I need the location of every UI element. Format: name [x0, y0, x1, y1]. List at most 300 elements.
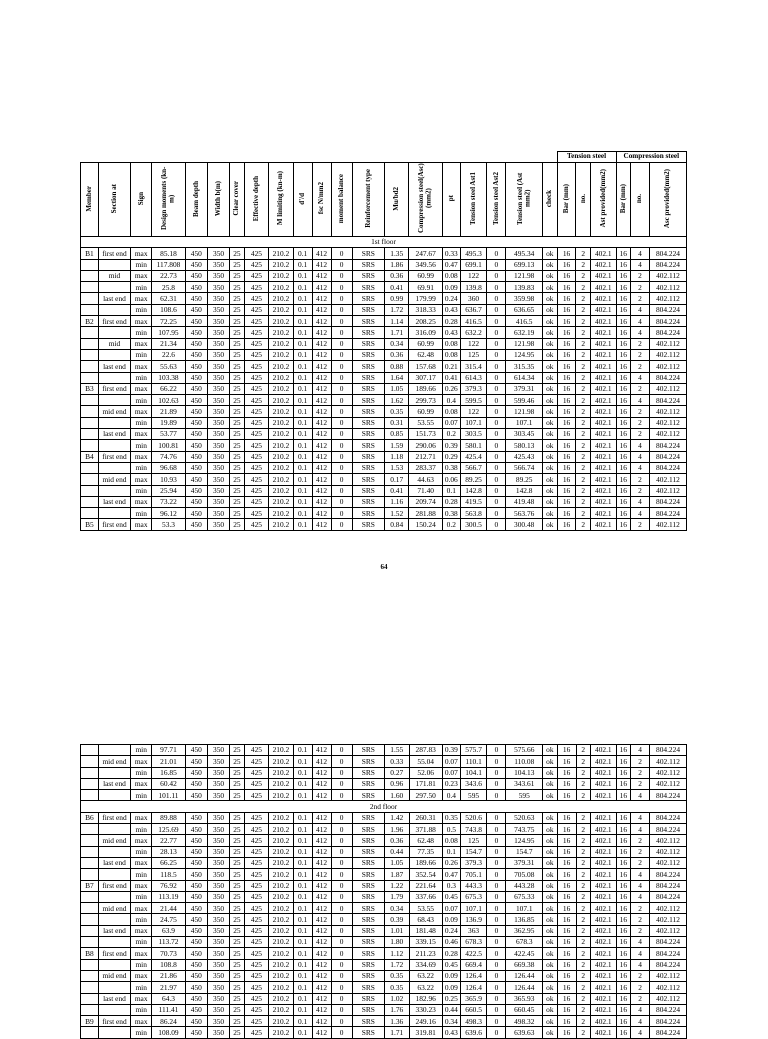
table-cell: [81, 327, 99, 338]
table-cell: 121.98: [506, 270, 543, 281]
table-cell: 402.1: [590, 248, 616, 259]
table-cell: 402.112: [650, 835, 687, 846]
table-cell: SRS: [352, 474, 384, 485]
table-cell: 210.2: [269, 880, 294, 891]
table-cell: 1.18: [384, 451, 409, 462]
table-cell: 125: [460, 835, 487, 846]
table-cell: 0.1: [293, 451, 312, 462]
table-row: [81, 993, 687, 1004]
table-cell: 2: [576, 316, 590, 327]
table-cell: 425: [244, 835, 269, 846]
group-header-spacer: [81, 152, 558, 163]
table-cell: 0.1: [293, 857, 312, 868]
table-cell: 412: [312, 282, 331, 293]
table-cell: 0.1: [293, 937, 312, 948]
table-cell: [81, 270, 99, 281]
table-cell: 412: [312, 429, 331, 440]
table-cell: 0: [487, 429, 506, 440]
table-cell: 804.224: [649, 304, 686, 315]
table-cell: 210.2: [269, 959, 294, 970]
table-cell: 0.45: [442, 891, 460, 902]
table-cell: max: [131, 970, 152, 981]
table-cell: [81, 835, 99, 846]
table-cell: 350: [207, 282, 229, 293]
table-cell: 0: [487, 474, 506, 485]
table-cell: 210.2: [269, 756, 294, 767]
table-cell: max: [131, 903, 152, 914]
table-cell: 2: [576, 508, 590, 519]
table-cell: 210.2: [269, 835, 294, 846]
table-cell: 0: [331, 406, 352, 417]
table-cell: 182.96: [409, 993, 442, 1004]
table-row: [81, 914, 687, 925]
table-cell: 402.112: [650, 970, 687, 981]
table-cell: 0: [331, 259, 352, 270]
table-cell: ok: [543, 270, 557, 281]
table-cell: min: [131, 846, 152, 857]
table-cell: mid end: [98, 970, 130, 981]
table-cell: 0.39: [385, 914, 410, 925]
table-cell: 669.38: [506, 959, 543, 970]
table-cell: 412: [312, 451, 331, 462]
table-cell: 210.2: [269, 474, 294, 485]
table-cell: 580.1: [460, 440, 487, 451]
table-cell: 16: [616, 338, 630, 349]
column-header: [98, 163, 130, 237]
table-cell: first end: [98, 316, 130, 327]
table-cell: ok: [543, 835, 557, 846]
table-cell: 157.68: [409, 361, 442, 372]
table-cell: 337.66: [409, 891, 442, 902]
table-cell: ok: [543, 327, 557, 338]
table-cell: 412: [312, 869, 331, 880]
table-cell: [98, 304, 130, 315]
table-cell: 2: [631, 361, 650, 372]
table-cell: 2: [576, 937, 590, 948]
table-cell: 1.62: [384, 395, 409, 406]
table-cell: [98, 349, 130, 360]
table-cell: 25: [230, 406, 244, 417]
table-cell: 210.2: [269, 429, 294, 440]
table-cell: 210.2: [269, 417, 294, 428]
table-cell: 0: [331, 451, 352, 462]
table-cell: 614.3: [460, 372, 487, 383]
table-cell: [81, 1004, 99, 1015]
table-cell: 402.1: [590, 270, 616, 281]
table-cell: 25: [230, 970, 244, 981]
table-cell: [81, 778, 99, 789]
table-cell: [98, 282, 130, 293]
table-cell: 402.1: [590, 429, 616, 440]
table-cell: B3: [81, 383, 99, 394]
table-cell: 154.7: [460, 846, 487, 857]
table-cell: 450: [185, 1004, 207, 1015]
table-cell: 0.1: [293, 270, 312, 281]
table-cell: 0.1: [293, 316, 312, 327]
table-cell: 425: [244, 474, 269, 485]
table-cell: 2: [576, 372, 590, 383]
table-cell: 425: [244, 756, 269, 767]
table-cell: 350: [207, 270, 229, 281]
table-cell: SRS: [352, 248, 384, 259]
table-cell: 402.112: [649, 270, 686, 281]
table-cell: 96.68: [152, 462, 185, 473]
table-cell: 412: [312, 259, 331, 270]
table-cell: SRS: [352, 925, 384, 936]
table-cell: 0.27: [385, 767, 410, 778]
table-cell: 350: [207, 304, 229, 315]
table-cell: 402.1: [591, 835, 617, 846]
table-cell: 0: [487, 451, 506, 462]
table-cell: 402.1: [591, 914, 617, 925]
table-cell: [81, 869, 99, 880]
table-cell: 319.81: [409, 1027, 442, 1038]
table-cell: 350: [207, 937, 229, 948]
table-cell: SRS: [352, 406, 384, 417]
table-cell: 154.7: [506, 846, 543, 857]
table-cell: 450: [185, 767, 207, 778]
table-cell: 2: [631, 485, 650, 496]
table-row: [81, 474, 687, 485]
table-cell: 122: [460, 338, 487, 349]
table-cell: 450: [185, 812, 207, 823]
table-cell: 107.1: [460, 417, 487, 428]
table-row: [81, 1004, 687, 1015]
table-cell: min: [131, 914, 152, 925]
table-cell: 563.8: [460, 508, 487, 519]
table-cell: 0: [487, 440, 506, 451]
table-cell: 450: [185, 993, 207, 1004]
table-cell: SRS: [352, 959, 384, 970]
table-cell: 412: [312, 406, 331, 417]
table-cell: 402.112: [649, 429, 686, 440]
table-cell: 450: [185, 891, 207, 902]
table-cell: 281.88: [409, 508, 442, 519]
table-cell: 16: [616, 993, 630, 1004]
table-cell: [81, 970, 99, 981]
table-cell: 16: [557, 496, 576, 507]
table-cell: 804.224: [650, 1004, 687, 1015]
table-cell: [81, 925, 99, 936]
table-cell: 0.26: [442, 857, 460, 868]
table-cell: 402.1: [591, 880, 617, 891]
table-cell: 450: [185, 903, 207, 914]
table-cell: 359.98: [506, 293, 543, 304]
table-cell: 402.1: [590, 349, 616, 360]
table-cell: 260.31: [409, 812, 442, 823]
table-cell: 1.01: [385, 925, 410, 936]
table-cell: [98, 327, 130, 338]
table-cell: 4: [631, 948, 650, 959]
table-cell: max: [131, 293, 152, 304]
column-header: [230, 163, 244, 237]
table-cell: 16: [616, 440, 630, 451]
table-cell: 0: [487, 846, 506, 857]
table-cell: 350: [207, 496, 229, 507]
table-cell: 0: [331, 293, 352, 304]
table-cell: ok: [543, 383, 557, 394]
table-cell: 210.2: [269, 440, 294, 451]
table-cell: 21.34: [152, 338, 185, 349]
table-cell: 402.1: [590, 282, 616, 293]
table-cell: 210.2: [269, 993, 294, 1004]
table-cell: 495.3: [460, 248, 487, 259]
table-cell: 425: [244, 824, 269, 835]
table-cell: 412: [312, 925, 331, 936]
table-cell: 425: [244, 349, 269, 360]
table-row: [81, 959, 687, 970]
table-cell: 25: [230, 429, 244, 440]
table-cell: 412: [312, 519, 331, 530]
table-cell: 16: [557, 857, 576, 868]
column-header: [506, 163, 543, 237]
table-cell: 2: [631, 417, 650, 428]
table-cell: min: [131, 259, 152, 270]
table-row: [81, 857, 687, 868]
table-cell: B2: [81, 316, 99, 327]
table-cell: 210.2: [269, 349, 294, 360]
table-cell: ok: [543, 338, 557, 349]
table-row: [81, 812, 687, 823]
table-cell: 675.33: [506, 891, 543, 902]
table-cell: 412: [312, 270, 331, 281]
table-cell: 1.80: [385, 937, 410, 948]
table-cell: 4: [631, 891, 650, 902]
table-cell: SRS: [352, 451, 384, 462]
table-cell: 0: [487, 812, 506, 823]
table-cell: 379.31: [506, 383, 543, 394]
table-cell: 16: [616, 451, 630, 462]
table-cell: 450: [185, 835, 207, 846]
table-cell: 2: [576, 327, 590, 338]
table-cell: SRS: [352, 361, 384, 372]
table-cell: 0.1: [293, 790, 312, 801]
table-cell: 412: [312, 496, 331, 507]
table-cell: 412: [312, 982, 331, 993]
table-cell: 402.112: [650, 846, 687, 857]
column-header: [590, 163, 616, 237]
table-cell: first end: [98, 812, 130, 823]
table-cell: 21.89: [152, 406, 185, 417]
table-cell: 425: [244, 767, 269, 778]
table-cell: 210.2: [269, 1004, 294, 1015]
table-cell: 142.8: [460, 485, 487, 496]
table-cell: 0.07: [442, 767, 460, 778]
table-cell: ok: [543, 846, 557, 857]
table-cell: 402.1: [590, 304, 616, 315]
table-cell: 425: [244, 880, 269, 891]
table-cell: 315.35: [506, 361, 543, 372]
table-cell: 0.24: [442, 293, 460, 304]
table-cell: 660.45: [506, 1004, 543, 1015]
table-cell: 16: [616, 304, 630, 315]
table-cell: 0.1: [293, 903, 312, 914]
table-cell: ok: [543, 778, 557, 789]
table-cell: 2: [576, 824, 590, 835]
table-cell: SRS: [352, 835, 384, 846]
table-cell: 4: [631, 316, 650, 327]
table-cell: ok: [543, 880, 557, 891]
table-cell: 2: [576, 248, 590, 259]
table-cell: 0: [331, 1016, 352, 1027]
table-cell: 22.6: [152, 349, 185, 360]
table-cell: [81, 1027, 99, 1038]
table-cell: 0.44: [385, 846, 410, 857]
table-cell: min: [131, 462, 152, 473]
table-cell: 0.5: [442, 824, 460, 835]
table-cell: 22.73: [152, 270, 185, 281]
table-cell: 122: [460, 270, 487, 281]
table-cell: 16: [557, 361, 576, 372]
table-cell: 2: [576, 496, 590, 507]
table-cell: 300.48: [506, 519, 543, 530]
table-cell: 450: [185, 824, 207, 835]
table-cell: 85.18: [152, 248, 185, 259]
table-cell: 402.1: [590, 451, 616, 462]
table-cell: [98, 417, 130, 428]
table-cell: 412: [312, 903, 331, 914]
table-cell: 4: [631, 937, 650, 948]
table-cell: 0: [487, 824, 506, 835]
table-cell: 110.1: [460, 756, 487, 767]
table-cell: 25: [230, 372, 244, 383]
table-cell: 16: [616, 327, 630, 338]
table-cell: 450: [185, 519, 207, 530]
table-cell: 16: [616, 1027, 630, 1038]
table-cell: 350: [207, 914, 229, 925]
table-row: [81, 835, 687, 846]
table-cell: 595: [460, 790, 487, 801]
table-cell: last end: [98, 993, 130, 1004]
table-cell: 16: [616, 778, 630, 789]
table-cell: 16: [557, 903, 576, 914]
table-cell: ok: [543, 1027, 557, 1038]
table-cell: 575.7: [460, 745, 487, 756]
table-cell: [98, 824, 130, 835]
table-cell: 425: [244, 925, 269, 936]
table-cell: 0.2: [442, 519, 460, 530]
table-cell: 25: [230, 474, 244, 485]
table-cell: 0.09: [442, 970, 460, 981]
table-cell: 0.1: [442, 846, 460, 857]
table-cell: 25: [230, 756, 244, 767]
table-cell: 25: [230, 293, 244, 304]
table-cell: 16: [557, 451, 576, 462]
table-cell: 425: [244, 869, 269, 880]
table-cell: 0.28: [442, 948, 460, 959]
table-cell: 24.75: [152, 914, 185, 925]
table-cell: 1.86: [384, 259, 409, 270]
table-cell: 2: [576, 812, 590, 823]
table-cell: 0.34: [384, 338, 409, 349]
table-cell: 25: [230, 925, 244, 936]
table-cell: 0: [487, 406, 506, 417]
table-cell: 16: [616, 1016, 630, 1027]
table-cell: 210.2: [269, 948, 294, 959]
table-cell: 416.5: [506, 316, 543, 327]
table-cell: 210.2: [269, 383, 294, 394]
table-cell: [98, 959, 130, 970]
table-cell: 1.55: [385, 745, 410, 756]
table-cell: 74.76: [152, 451, 185, 462]
table-cell: 16: [557, 440, 576, 451]
table-cell: 0.1: [293, 891, 312, 902]
table-cell: 402.1: [590, 293, 616, 304]
table-cell: 705.1: [460, 869, 487, 880]
table-cell: 425: [244, 417, 269, 428]
table-cell: 0.1: [293, 327, 312, 338]
table-cell: 402.1: [590, 316, 616, 327]
table-cell: 1.76: [385, 1004, 410, 1015]
table-cell: 350: [207, 745, 229, 756]
table-cell: 0.46: [442, 937, 460, 948]
table-cell: max: [131, 1016, 152, 1027]
table-row: [81, 383, 687, 394]
table-cell: SRS: [352, 880, 384, 891]
table-cell: 402.112: [649, 282, 686, 293]
tension-steel-group-header: Tension steel: [557, 152, 616, 163]
table-cell: 209.74: [409, 496, 442, 507]
table-cell: B6: [81, 812, 99, 823]
table-cell: B5: [81, 519, 99, 530]
table-cell: max: [131, 948, 152, 959]
table-cell: first end: [98, 383, 130, 394]
table-cell: 0.1: [293, 970, 312, 981]
table-cell: 2: [576, 846, 590, 857]
table-cell: 16: [557, 948, 576, 959]
table-cell: 16: [616, 914, 630, 925]
table-cell: 16: [616, 1004, 630, 1015]
table-cell: 0.1: [293, 485, 312, 496]
table-cell: 379.3: [460, 383, 487, 394]
table-cell: 108.8: [152, 959, 185, 970]
table-cell: 0: [487, 316, 506, 327]
column-header-label: Tension steel Ast1: [468, 171, 477, 226]
column-header-label: no.: [635, 193, 644, 204]
table-cell: 450: [185, 462, 207, 473]
column-header: [152, 163, 185, 237]
table-cell: 25: [230, 937, 244, 948]
table-cell: 107.1: [506, 903, 543, 914]
column-header-label: moment balance: [336, 173, 345, 224]
table-cell: SRS: [352, 970, 384, 981]
table-row: [81, 338, 687, 349]
table-cell: 4: [631, 395, 650, 406]
table-cell: 0.26: [442, 383, 460, 394]
table-cell: 402.1: [591, 824, 617, 835]
table-cell: last end: [98, 293, 130, 304]
table-cell: ok: [543, 756, 557, 767]
table-row: [81, 327, 687, 338]
table-cell: mid end: [98, 835, 130, 846]
table-cell: 0.43: [442, 1027, 460, 1038]
table-cell: 350: [207, 756, 229, 767]
table-cell: 2: [576, 417, 590, 428]
table-cell: 0: [331, 270, 352, 281]
table-cell: 402.112: [649, 349, 686, 360]
table-cell: 425: [244, 1016, 269, 1027]
table-cell: 0: [487, 756, 506, 767]
table-cell: 0: [331, 767, 352, 778]
reinforcement-table-bottom: [80, 744, 687, 1039]
table-cell: 2: [576, 1004, 590, 1015]
table-cell: ok: [543, 970, 557, 981]
table-cell: 53.55: [409, 903, 442, 914]
table-cell: 210.2: [269, 846, 294, 857]
floor-row: [81, 801, 687, 812]
table-cell: 350: [207, 790, 229, 801]
table-cell: 0.09: [442, 982, 460, 993]
